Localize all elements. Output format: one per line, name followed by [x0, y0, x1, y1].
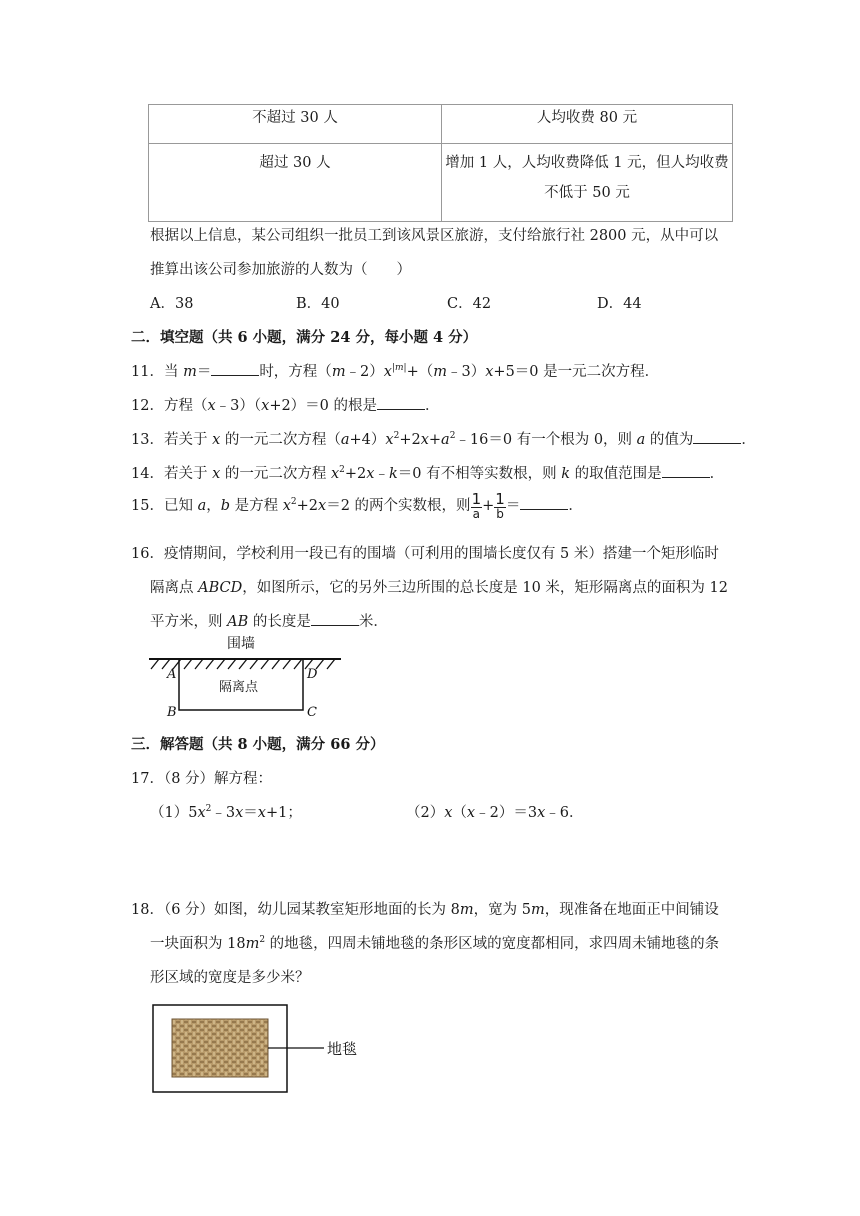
q10-line2: 推算出该公司参加旅游的人数为（ ） [150, 262, 411, 278]
answer-blank [377, 397, 425, 410]
question-15: 15．已知 a，b 是方程 $x^2+2x=2$ 的两个实数根，则 $\frac{1}{a}$ + $\frac{1}{b}$ ＝ ． [131, 490, 583, 521]
carpet-label: 地毯 [327, 1040, 358, 1058]
question-16-line2: 隔离点 ABCD，如图所示，它的另外三边所围的总长度是 10 米，矩形隔离点的面积为 12 [150, 580, 728, 596]
q17-part2: （2）x（x﹣2）＝3x﹣6． [406, 805, 584, 821]
fraction: $\frac{1}{b}$ [495, 490, 505, 521]
question-number: 15． [131, 498, 164, 514]
answer-blank [211, 363, 259, 376]
table-cell: 超过 30 人 [149, 144, 442, 222]
question-16-line3: 平方米，则 AB 的长度是 米． [150, 614, 388, 630]
table-cell: 不超过 30 人 [149, 105, 442, 144]
question-12: 12．方程（x﹣3）（x+2）＝0 的根是 ． [131, 398, 440, 414]
answer-blank [693, 431, 741, 444]
question-13: 13．若关于 x 的一元二次方程$(a+4)x^2+2x+a^2﹣16=0$ 有一个根为 0，则 a 的值为 ． [131, 431, 756, 448]
question-number: 16． [131, 546, 164, 562]
answer-blank [520, 497, 568, 510]
fee-line: 增加 1 人，人均收费降低 1 元，但人均收费 [445, 155, 729, 171]
question-18-line2: 一块面积为 $18m^2$ 的地毯，四周未铺地毯的条形区域的宽度都相同，求四周未铺地毯的条 [150, 935, 720, 952]
isolation-point-figure [145, 632, 345, 724]
fraction: $\frac{1}{a}$ [471, 490, 482, 521]
table-row [149, 144, 733, 222]
q10-option-d: D．44 [597, 296, 642, 312]
answer-blank [311, 613, 359, 626]
q10-option-a: A．38 [150, 296, 194, 312]
wall-label: 围墙 [227, 636, 255, 652]
section-title: 三．解答题（共 8 小题，满分 66 分） [131, 736, 385, 753]
question-number: 12． [131, 398, 164, 414]
question-16-line1: 16．疫情期间，学校利用一段已有的围墙（可利用的围墙长度仅有 5 米）搭建一个矩形临时 [131, 546, 719, 562]
question-11: 11．当 m＝ 时，方程$(m﹣2)x^{|m|}+(m﹣3)x+5=0$ 是一元二次方程． [131, 363, 660, 380]
q10-option-c: C．42 [447, 296, 492, 312]
q17-part1: $(1)5x^2﹣3x=x+1$； [150, 804, 302, 821]
vertex-b: B [167, 705, 177, 720]
fee-table [148, 104, 733, 222]
fee-line: 不低于 50 元 [544, 185, 630, 201]
question-18-line3: 形区域的宽度是多少米？ [150, 970, 310, 986]
q10-option-b: B．40 [296, 296, 340, 312]
table-row [149, 105, 733, 144]
question-number: 14． [131, 466, 164, 482]
q10-line1: 根据以上信息，某公司组织一批员工到该风景区旅游，支付给旅行社 2800 元，从中可以 [150, 228, 719, 244]
question-number: 11． [131, 364, 164, 380]
table-cell [442, 144, 733, 222]
vertex-c: C [307, 705, 317, 720]
question-18-line1: 18．（6 分）如图，幼儿园某教室矩形地面的长为 8m，宽为 5m，现准备在地面正中间铺设 [131, 902, 719, 918]
rect-label: 隔离点 [219, 680, 259, 695]
vertex-d: D [307, 667, 318, 682]
answer-blank [662, 465, 710, 478]
question-17: 17．（8 分）解方程： [131, 771, 273, 787]
section-title: 二．填空题（共 6 小题，满分 24 分，每小题 4 分） [131, 329, 478, 346]
carpet [172, 1019, 268, 1077]
question-14: 14．若关于 x 的一元二次方程 $x^2+2x﹣k=0$ 有不相等实数根，则 k 的取值范围是 ． [131, 465, 725, 482]
table-cell: 人均收费 80 元 [442, 105, 733, 144]
vertex-a: A [167, 667, 177, 682]
classroom-carpet-figure [152, 1004, 368, 1094]
question-number: 13． [131, 432, 164, 448]
